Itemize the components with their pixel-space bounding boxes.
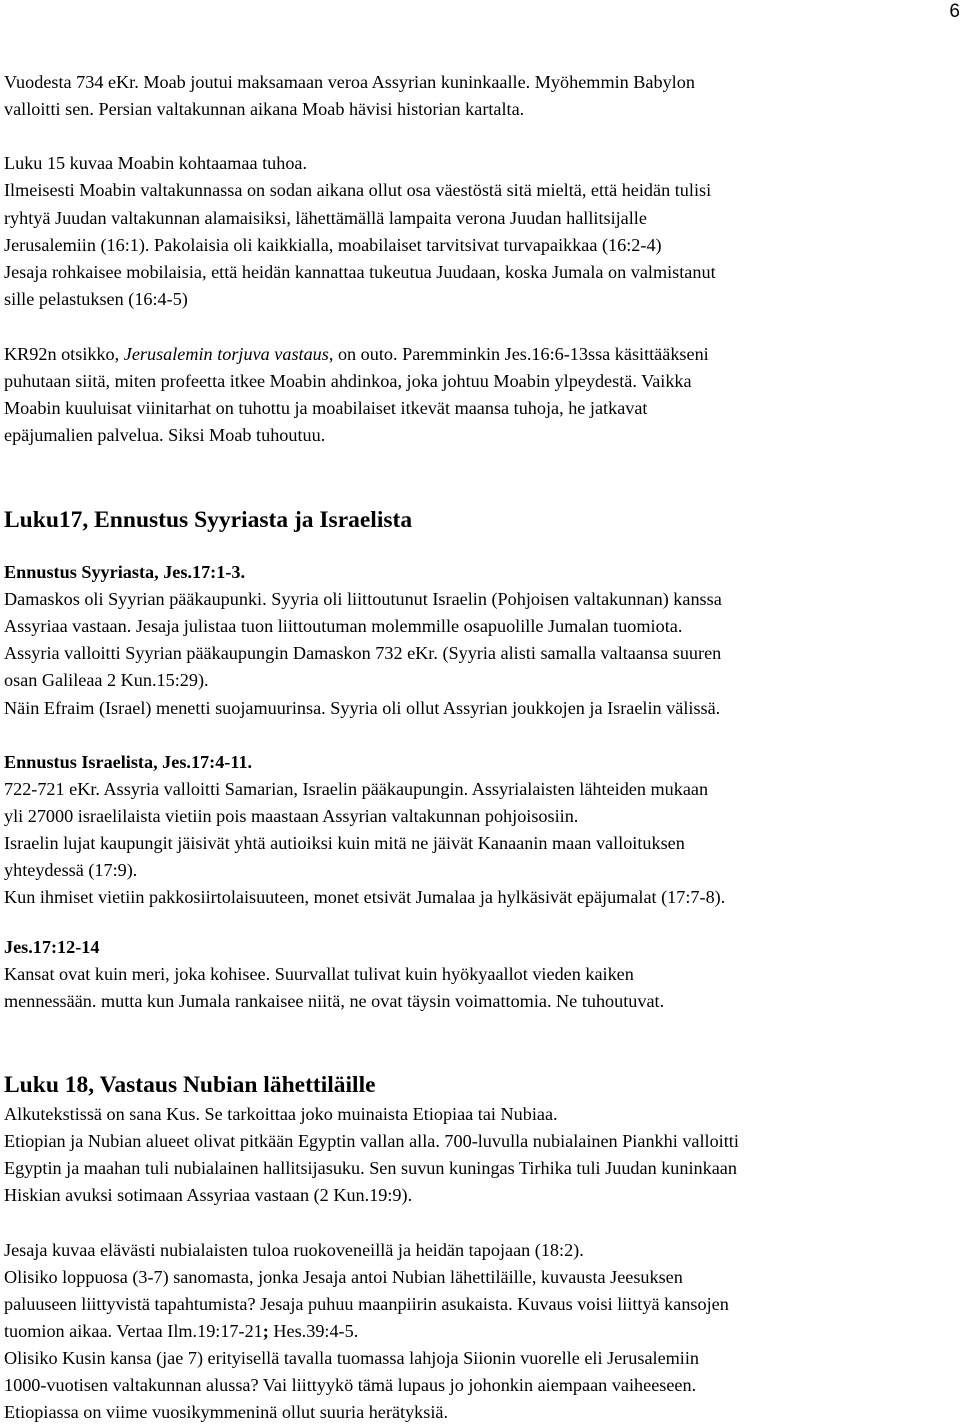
israel-line-3: Israelin lujat kaupungit jäisivät yhtä autioiksi kuin mitä ne jäivät Kanaanin maan valloituksen xyxy=(4,833,685,853)
syyria-line-2: Assyriaa vastaan. Jesaja julistaa tuon liittoutuman molemmille osapuolille Jumalan tuomiota. xyxy=(4,616,683,636)
luku18-line-4: Hiskian avuksi sotimaan Assyriaa vastaan (2 Kun.19:9). xyxy=(4,1185,413,1205)
luku18-heading: Luku 18, Vastaus Nubian lähettiläille xyxy=(4,1072,376,1098)
kr92-line-1 xyxy=(4,342,709,366)
israel-line-5: Kun ihmiset vietiin pakkosiirtolaisuuteen, monet etsivät Jumalaa ja hylkäsivät epäjumalat (17:7-8). xyxy=(4,887,726,907)
intro-line-2: valloitti sen. Persian valtakunnan aikana Moab hävisi historian kartalta. xyxy=(4,99,525,119)
luku18-line-8-a: tuomion aikaa. Vertaa Ilm.19:17-21 xyxy=(4,1321,263,1341)
luku18-line-1: Alkutekstissä on sana Kus. Se tarkoittaa joko muinaista Etiopiaa tai Nubiaa. xyxy=(4,1104,558,1124)
syyria-line-1: Damaskos oli Syyrian pääkaupunki. Syyria oli liittoutunut Israelin (Pohjoisen valtakunnan) kanssa xyxy=(4,589,722,609)
luku17-heading: Luku17, Ennustus Syyriasta ja Israelista xyxy=(4,507,413,533)
luku18-line-6: Olisiko loppuosa (3-7) sanomasta, jonka Jesaja antoi Nubian lähettiläille, kuvausta Jeesuksen xyxy=(4,1267,683,1287)
syyria-line-4: osan Galileaa 2 Kun.15:29). xyxy=(4,670,209,690)
intro-line-1: Vuodesta 734 eKr. Moab joutui maksamaan veroa Assyrian kuninkaalle. Myöhemmin Babylon xyxy=(4,72,695,92)
luku18-line-8-semicolon: ; xyxy=(262,1321,269,1341)
luku18-line-2: Etiopian ja Nubian alueet olivat pitkään Egyptin vallan alla. 700-luvulla nubialainen Piankhi valloitti xyxy=(4,1131,739,1151)
luku18-line-5: Jesaja kuvaa elävästi nubialaisten tuloa ruokoveneillä ja heidän tapojaan (18:2). xyxy=(4,1240,584,1260)
luku18-line-3: Egyptin ja maahan tuli nubialainen hallitsijasuku. Sen suvun kuningas Tirhika tuli Juudan kuninkaan xyxy=(4,1158,737,1178)
syyria-heading: Ennustus Syyriasta, Jes.17:1-3. xyxy=(4,562,246,582)
kr92-line-2: puhutaan siitä, miten profeetta itkee Moabin ahdinkoa, joka johtuu Moabin ylpeydestä. Vaikka xyxy=(4,371,692,391)
luku15-line-1: Luku 15 kuvaa Moabin kohtaamaa tuhoa. xyxy=(4,153,308,173)
kr92-text-b: , on outo. Paremminkin Jes.16:6-13ssa käsittääkseni xyxy=(328,344,709,364)
jes-line-1: Kansat ovat kuin meri, joka kohisee. Suurvallat tulivat kuin hyökyaallot vieden kaiken xyxy=(4,964,634,984)
jes-heading: Jes.17:12-14 xyxy=(4,937,100,957)
luku15-line-6: sille pelastuksen (16:4-5) xyxy=(4,289,188,309)
syyria-line-3: Assyria valloitti Syyrian pääkaupungin Damaskon 732 eKr. (Syyria alisti samalla valtaansa suuren xyxy=(4,643,722,663)
luku18-line-7: paluuseen liittyvistä tapahtumista? Jesaja puhuu maanpiirin asukaista. Kuvaus voisi liittyä kansojen xyxy=(4,1294,729,1314)
luku15-line-2: Ilmeisesti Moabin valtakunnassa on sodan aikana ollut osa väestöstä sitä mieltä, että heidän tulisi xyxy=(4,180,712,200)
israel-heading: Ennustus Israelista, Jes.17:4-11. xyxy=(4,752,253,772)
luku18-line-8 xyxy=(4,1319,358,1343)
kr92-text-a: KR92n otsikko, xyxy=(4,344,124,364)
luku15-line-4: Jerusalemiin (16:1). Pakolaisia oli kaikkialla, moabilaiset tarvitsivat turvapaikkaa (16:2-4) xyxy=(4,235,662,255)
luku18-line-11: Etiopiassa on viime vuosikymmeninä ollut suuria herätyksiä. xyxy=(4,1402,449,1422)
israel-line-1: 722-721 eKr. Assyria valloitti Samarian, Israelin pääkaupungin. Assyrialaisten lähteiden mukaan xyxy=(4,779,709,799)
luku18-line-8-b: Hes.39:4-5. xyxy=(268,1321,359,1341)
luku15-line-3: ryhtyä Juudan valtakunnan alamaisiksi, lähettämällä lampaita verona Juudan hallitsijalle xyxy=(4,208,647,228)
israel-line-4: yhteydessä (17:9). xyxy=(4,860,138,880)
kr92-line-3: Moabin kuuluisat viinitarhat on tuhottu ja moabilaiset itkevät maansa tuhoja, he jatkavat xyxy=(4,398,648,418)
luku18-line-10: 1000-vuotisen valtakunnan alussa? Vai liittyykö tämä lupaus jo johonkin aiempaan vaiheeseen. xyxy=(4,1375,697,1395)
israel-line-2: yli 27000 israelilaista vietiin pois maastaan Assyrian valtakunnan pohjoisosiin. xyxy=(4,806,579,826)
page-number: 6 xyxy=(949,1,960,22)
kr92-italic-title: Jerusalemin torjuva vastaus xyxy=(123,344,329,364)
jes-line-2: mennessään. mutta kun Jumala rankaisee niitä, ne ovat täysin voimattomia. Ne tuhoutuvat. xyxy=(4,991,665,1011)
luku18-line-9: Olisiko Kusin kansa (jae 7) erityisellä tavalla tuomassa lahjoja Siionin vuorelle eli Jerusalemiin xyxy=(4,1348,699,1368)
syyria-line-5: Näin Efraim (Israel) menetti suojamuurinsa. Syyria oli ollut Assyrian joukkojen ja Israelin välissä. xyxy=(4,698,721,718)
luku15-line-5: Jesaja rohkaisee mobilaisia, että heidän kannattaa tukeutua Juudaan, koska Jumala on valmistanut xyxy=(4,262,716,282)
kr92-line-4: epäjumalien palvelua. Siksi Moab tuhoutuu. xyxy=(4,425,326,445)
